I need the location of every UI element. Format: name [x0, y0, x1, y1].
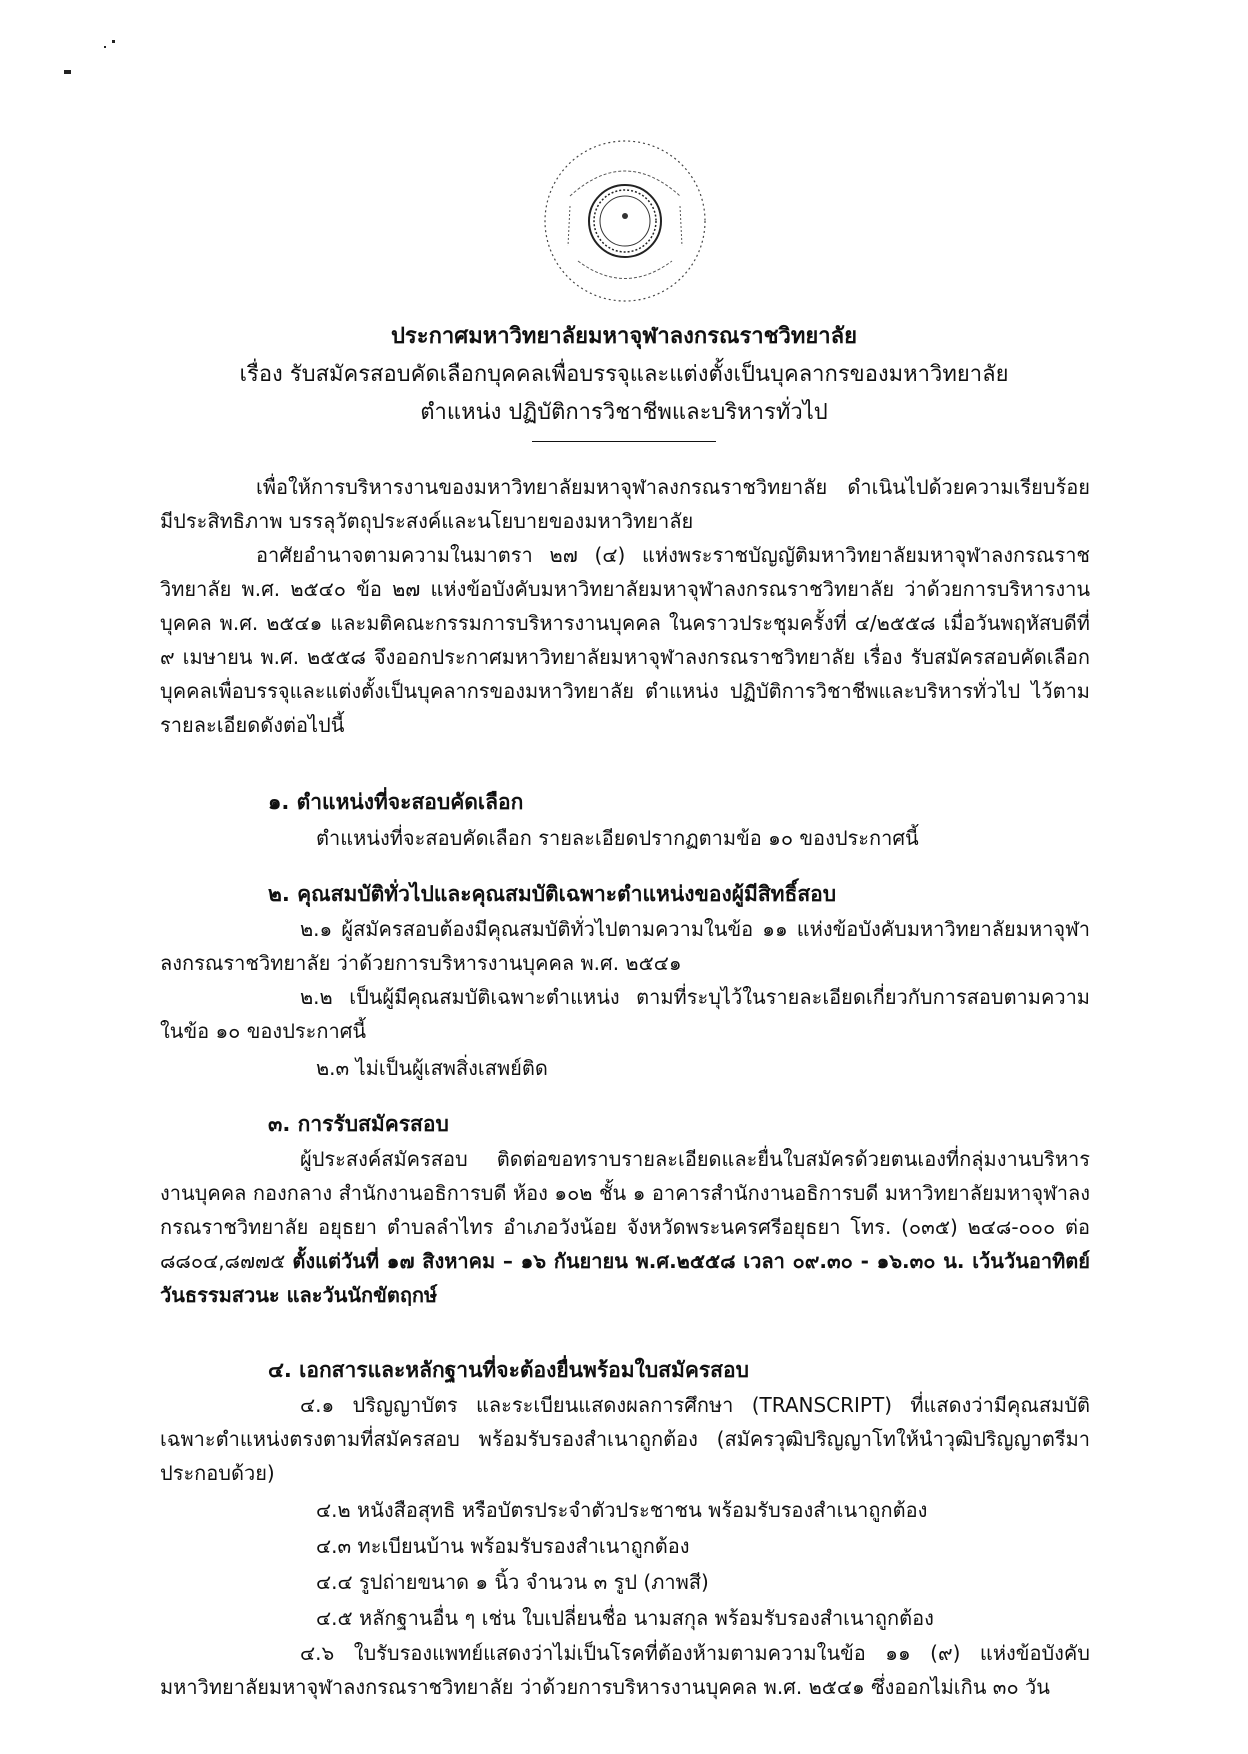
section-3-body-text: ผู้ประสงค์สมัครสอบ ติดต่อขอทราบรายละเอียดและยื่นใบสมัครด้วยตนเองที่กลุ่มงานบริหารงานบุคคล กองกลาง สำนักงานอธิการบดี ห้อง ๑๐๒ ชั้น ๑ อาคารสำนักงานอธิการบดี มหาวิทยาลัยมหาจุฬาลงกรณราชวิทยาลัย อยุธยา ตำบลลำไทร อำเภอวังน้อย จังหวัดพระนครศรีอยุธยา โทร. (๐๓๕) ๒๔๘-๐๐๐ ต่อ ๘๘๐๔,๘๗๗๕ [160, 1147, 1090, 1273]
section-4-item-2: ๔.๒ หนังสือสุทธิ หรือบัตรประจำตัวประชาชน พร้อมรับรองสำเนาถูกต้อง [316, 1498, 928, 1522]
announcement-position: ตำแหน่ง ปฏิบัติการวิชาชีพและบริหารทั่วไป [420, 400, 828, 425]
section-1-body: ตำแหน่งที่จะสอบคัดเลือก รายละเอียดปรากฏตามข้อ ๑๐ ของประกาศนี้ [316, 826, 919, 850]
university-seal-icon [540, 136, 710, 306]
announcement-subject: เรื่อง รับสมัครสอบคัดเลือกบุคคลเพื่อบรรจุและแต่งตั้งเป็นบุคลากรของมหาวิทยาลัย [239, 362, 1009, 387]
announcement-title-text: ประกาศมหาวิทยาลัยมหาจุฬาลงกรณราชวิทยาลัย [390, 324, 858, 349]
announcement-title [0, 318, 1248, 353]
section-1-title: ๑. ตำแหน่งที่จะสอบคัดเลือก [268, 790, 524, 814]
section-2-item-1: ๒.๑ ผู้สมัครสอบต้องมีคุณสมบัติทั่วไปตามความในข้อ ๑๑ แห่งข้อบังคับมหาวิทยาลัยมหาจุฬาลงกรณราชวิทยาลัย ว่าด้วยการบริหารงานบุคคล พ.ศ. ๒๕๔๑ [160, 917, 1090, 975]
section-4-title: ๔. เอกสารและหลักฐานที่จะต้องยื่นพร้อมใบสมัครสอบ [268, 1358, 749, 1382]
section-4-item-6: ๔.๖ ใบรับรองแพทย์แสดงว่าไม่เป็นโรคที่ต้องห้ามตามความในข้อ ๑๑ (๙) แห่งข้อบังคับมหาวิทยาลัยมหาจุฬาลงกรณราชวิทยาลัย ว่าด้วยการบริหารงานบุคคล พ.ศ. ๒๕๔๑ ซึ่งออกไม่เกิน ๓๐ วัน [160, 1641, 1090, 1699]
scan-speck [64, 70, 71, 74]
section-4-item-5: ๔.๕ หลักฐานอื่น ๆ เช่น ใบเปลี่ยนชื่อ นามสกุล พร้อมรับรองสำเนาถูกต้อง [316, 1606, 934, 1630]
scan-speck [112, 40, 115, 43]
scan-speck [104, 46, 106, 48]
section-2-item-3: ๒.๓ ไม่เป็นผู้เสพสิ่งเสพย์ติด [316, 1056, 548, 1080]
section-4-item-4: ๔.๔ รูปถ่ายขนาด ๑ นิ้ว จำนวน ๓ รูป (ภาพสี) [316, 1570, 709, 1594]
intro-paragraph-1: เพื่อให้การบริหารงานของมหาวิทยาลัยมหาจุฬาลงกรณราชวิทยาลัย ดำเนินไปด้วยความเรียบร้อย มีประสิทธิภาพ บรรลุวัตถุประสงค์และนโยบายของมหาวิทยาลัย [160, 475, 1090, 533]
intro-paragraph-2: อาศัยอำนาจตามความในมาตรา ๒๗ (๔) แห่งพระราชบัญญัติมหาวิทยาลัยมหาจุฬาลงกรณราชวิทยาลัย พ.ศ. ๒๕๔๐ ข้อ ๒๗ แห่งข้อบังคับมหาวิทยาลัยมหาจุฬาลงกรณราชวิทยาลัย ว่าด้วยการบริหารงานบุคคล พ.ศ. ๒๕๔๑ และมติคณะกรรมการบริหารงานบุคคล ในคราวประชุมครั้งที่ ๔/๒๕๕๘ เมื่อวันพฤหัสบดีที่ ๙ เมษายน พ.ศ. ๒๕๕๘ จึงออกประกาศมหาวิทยาลัยมหาจุฬาลงกรณราชวิทยาลัย เรื่อง รับสมัครสอบคัดเลือกบุคคลเพื่อบรรจุและแต่งตั้งเป็นบุคลากรของมหาวิทยาลัย ตำแหน่ง ปฏิบัติการวิชาชีพและบริหารทั่วไป ไว้ตามรายละเอียดดังต่อไปนี้ [160, 543, 1090, 737]
section-2-title: ๒. คุณสมบัติทั่วไปและคุณสมบัติเฉพาะตำแหน่งของผู้มีสิทธิ์สอบ [268, 882, 837, 906]
section-2-item-2: ๒.๒ เป็นผู้มีคุณสมบัติเฉพาะตำแหน่ง ตามที่ระบุไว้ในรายละเอียดเกี่ยวกับการสอบตามความในข้อ ๑๐ ของประกาศนี้ [160, 985, 1090, 1043]
section-3-body [160, 1142, 1090, 1312]
section-3-title: ๓. การรับสมัครสอบ [268, 1112, 449, 1136]
section-4-item-3: ๔.๓ ทะเบียนบ้าน พร้อมรับรองสำเนาถูกต้อง [316, 1534, 690, 1558]
section-3-schedule: ตั้งแต่วันที่ ๑๗ สิงหาคม – ๑๖ กันยายน พ.ศ.๒๕๕๘ เวลา ๐๙.๓๐ - ๑๖.๓๐ น. เว้นวันอาทิตย์ วันธรรมสวนะ และวันนักขัตฤกษ์ [160, 1249, 1090, 1307]
section-4-item-1: ๔.๑ ปริญญาบัตร และระเบียนแสดงผลการศึกษา (TRANSCRIPT) ที่แสดงว่ามีคุณสมบัติเฉพาะตำแหน่งตรงตามที่สมัครสอบ พร้อมรับรองสำเนาถูกต้อง (สมัครวุฒิปริญญาโทให้นำวุฒิปริญญาตรีมาประกอบด้วย) [160, 1393, 1090, 1485]
header-divider [532, 441, 716, 442]
